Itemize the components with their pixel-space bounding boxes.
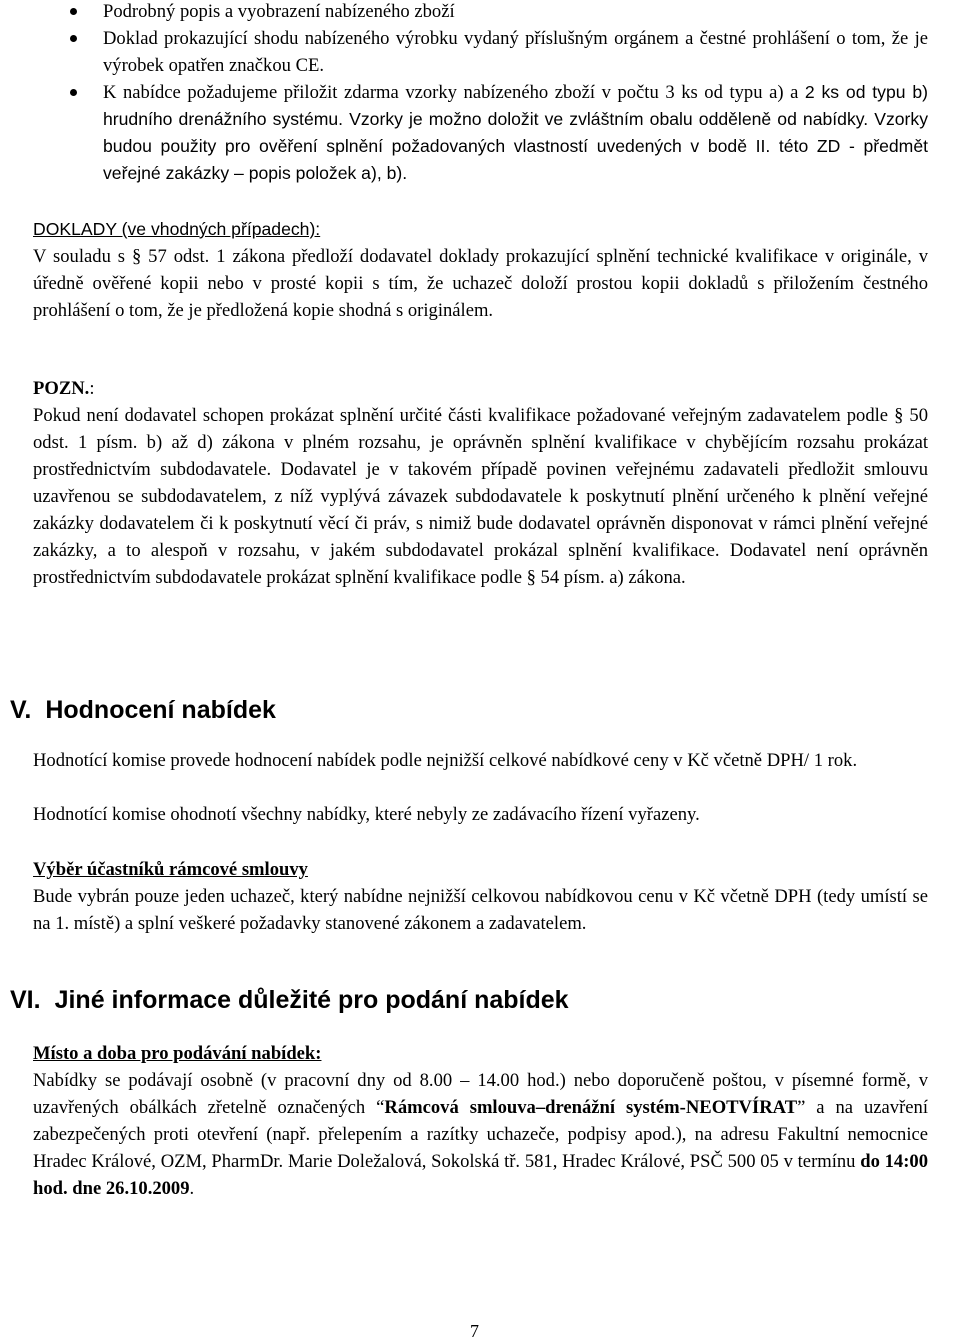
list-item-text-serif: K nabídce požadujeme přiložit zdarma vzorky nabízeného zboží v počtu 3 ks od typu a) a: [103, 82, 805, 103]
page-number: 7: [470, 1321, 479, 1341]
envelope-label: Rámcová smlouva–drenážní systém-NEOTVÍRAT: [384, 1097, 798, 1118]
list-item-text: Doklad prokazující shodu nabízeného výrobku vydaný příslušným orgánem a čestné prohlášení o tom, že je výrobek opatřen značkou CE.: [103, 28, 928, 76]
section-5-paragraph-3: Bude vybrán pouze jeden uchazeč, který nabídne nejnižší celkovou nabídkovou cenu v Kč včetně DPH (tedy umístí se na 1. místě) a splní veškeré požadavky stanovené zákonem a zadavatelem.: [33, 886, 928, 934]
list-item: [33, 0, 928, 25]
pozn-colon: :: [89, 378, 95, 399]
section-6-subheading-text: Místo a doba pro podávání nabídek:: [33, 1043, 322, 1064]
doklady-heading-text: DOKLADY (ve vhodných případech):: [33, 219, 321, 239]
section-6-heading: [10, 985, 569, 1015]
doklady-paragraph: V souladu s § 57 odst. 1 zákona předloží dodavatel doklady prokazující splnění technické kvalifikace v originále, v úředně ověřené kopii nebo v prosté kopii s tím, že uchazeč doloží prostou kopii dokladů s přiložením čestného prohlášení o tom, že je předložená kopie shodná s originálem.: [33, 246, 928, 321]
section-5-paragraph-1: Hodnotící komise provede hodnocení nabídek podle nejnižší celkové nabídkové ceny v Kč včetně DPH/ 1 rok.: [33, 750, 858, 771]
section-6-subheading: [33, 1040, 928, 1067]
section-6-number: VI.: [10, 986, 41, 1014]
pozn-label-text: POZN.: [33, 378, 90, 399]
section-6-paragraph: [33, 1067, 928, 1202]
section-5-number: V.: [10, 696, 32, 724]
submission-text-end: .: [189, 1178, 195, 1199]
section-5-title: Hodnocení nabídek: [45, 696, 276, 724]
requirements-list: [33, 0, 928, 187]
section-5-paragraph-2: Hodnotící komise ohodnotí všechny nabídky, které nebyly ze zadávacího řízení vyřazeny.: [33, 804, 700, 825]
section-5-subheading-text: Výběr účastníků rámcové smlouvy: [33, 859, 308, 880]
list-item: [33, 79, 928, 187]
deadline: do 14:00 hod. dne 26.10.2009: [33, 1151, 928, 1199]
list-item-text-sans: 2 ks od typu b) hrudního drenážního systému. Vzorky je možno doložit ve zvláštním obalu odděleně od nabídky. Vzorky budou použity pro ověření splnění požadovaných vlastností uvedených v bodě II. této ZD - předmět veřejné zakázky – popis položek a), b).: [103, 82, 928, 183]
list-item-text: Podrobný popis a vyobrazení nabízeného zboží: [103, 1, 455, 22]
list-item: [33, 25, 928, 79]
submission-text-2: ” a na uzavření zabezpečených proti otevření (např. přelepením a razítky uchazeče, podpisy apod.), na adresu Fakultní nemocnice Hradec Králové, OZM, PharmDr. Marie Doležalová, Sokolská tř. 581, Hradec Králové, PSČ 500 05 v termínu: [33, 1097, 928, 1172]
section-5-heading: [10, 695, 276, 725]
pozn-paragraph: Pokud není dodavatel schopen prokázat splnění určité části kvalifikace požadované veřejným zadavatelem podle § 50 odst. 1 písm. b) až d) zákona v plném rozsahu, je oprávněn splnění kvalifikace v chybějícím rozsahu prokázat prostřednictvím subdodavatele. Dodavatel je v takovém případě povinen veřejnému zadavateli předložit smlouvu uzavřenou se subdodavatelem, z níž vyplývá závazek subdodavatele k poskytnutí plnění určeného k plnění veřejné zakázky dodavatelem či k poskytnutí věcí či práv, s nimiž bude dodavatel oprávněn disponovat v rámci plnění veřejné zakázky, a to alespoň v rozsahu, v jakém subdodavatel prokázal splnění kvalifikace. Dodavatel není oprávněn prostřednictvím subdodavatele prokázat splnění kvalifikace podle § 54 písm. a) zákona.: [33, 405, 928, 588]
submission-text-1: Nabídky se podávají osobně (v pracovní dny od 8.00 – 14.00 hod.) nebo doporučeně poštou, v písemné formě, v uzavřených obálkách zřetelně označených “: [33, 1070, 928, 1118]
section-5-subheading: [33, 856, 928, 883]
section-6-title: Jiné informace důležité pro podání nabídek: [54, 986, 569, 1014]
doklady-heading: [33, 216, 928, 243]
pozn-label: [33, 375, 928, 402]
